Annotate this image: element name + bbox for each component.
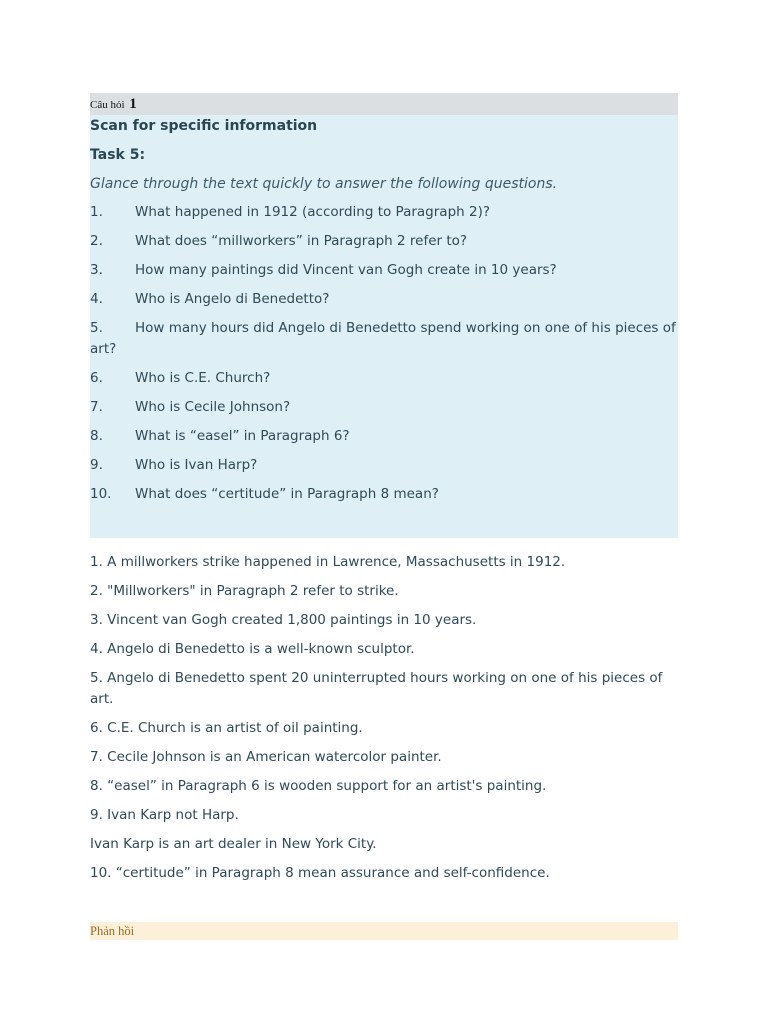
question-item-number: 10. <box>90 486 112 502</box>
answer-line: 6. C.E. Church is an artist of oil painting. <box>90 720 363 736</box>
question-item <box>90 260 678 281</box>
question-number: 1 <box>129 96 137 112</box>
question-item-text: What happened in 1912 (according to Paragraph 2)? <box>135 204 491 220</box>
answer-line: 1. A millworkers strike happened in Lawrence, Massachusetts in 1912. <box>90 554 566 570</box>
question-item <box>90 202 678 223</box>
question-item-text: Who is Ivan Harp? <box>135 457 258 473</box>
question-item-number: 3. <box>90 262 103 278</box>
question-item-number: 7. <box>90 399 103 415</box>
answer-line: 7. Cecile Johnson is an American watercolor painter. <box>90 749 442 765</box>
question-item-text: How many hours did Angelo di Benedetto spend working on one of his pieces of art? <box>90 320 676 357</box>
answer-line: 4. Angelo di Benedetto is a well-known sculptor. <box>90 641 415 657</box>
question-item-text: Who is C.E. Church? <box>135 370 271 386</box>
question-item-number: 9. <box>90 457 103 473</box>
question-text-box <box>90 115 678 538</box>
question-list <box>90 202 678 505</box>
question-item-text: What does “certitude” in Paragraph 8 mean? <box>135 486 439 502</box>
answer-line: 8. “easel” in Paragraph 6 is wooden support for an artist's painting. <box>90 778 547 794</box>
question-item-text: Who is Cecile Johnson? <box>135 399 291 415</box>
question-header <box>90 93 678 115</box>
question-item <box>90 368 678 389</box>
question-item-number: 6. <box>90 370 103 386</box>
question-item-text: What does “millworkers” in Paragraph 2 refer to? <box>135 233 468 249</box>
question-label: Câu hỏi <box>90 99 125 111</box>
question-item-text: Who is Angelo di Benedetto? <box>135 291 330 307</box>
question-item-number: 2. <box>90 233 103 249</box>
feedback-header <box>90 922 678 940</box>
question-item-text: What is “easel” in Paragraph 6? <box>135 428 350 444</box>
answer-list <box>90 552 678 884</box>
question-item <box>90 289 678 310</box>
answer-line: 3. Vincent van Gogh created 1,800 paintings in 10 years. <box>90 612 477 628</box>
instruction-text: Glance through the text quickly to answer the following questions. <box>90 176 558 192</box>
answer-line: 5. Angelo di Benedetto spent 20 uninterrupted hours working on one of his pieces of art. <box>90 670 663 707</box>
question-item <box>90 484 678 505</box>
answer-line: 9. Ivan Karp not Harp. <box>90 807 239 823</box>
question-container <box>90 93 678 884</box>
question-item <box>90 426 678 447</box>
feedback-label: Phản hồi <box>90 924 135 938</box>
task-heading: Task 5: <box>90 147 146 163</box>
question-item <box>90 455 678 476</box>
question-item-number: 8. <box>90 428 103 444</box>
question-item <box>90 318 678 360</box>
answer-line: Ivan Karp is an art dealer in New York City. <box>90 836 377 852</box>
answer-line: 2. "Millworkers" in Paragraph 2 refer to strike. <box>90 583 399 599</box>
question-item-number: 4. <box>90 291 103 307</box>
question-item-number: 5. <box>90 320 103 336</box>
question-item-number: 1. <box>90 204 103 220</box>
answer-line: 10. “certitude” in Paragraph 8 mean assurance and self-confidence. <box>90 865 550 881</box>
question-title: Scan for specific information <box>90 118 318 134</box>
question-item-text: How many paintings did Vincent van Gogh create in 10 years? <box>135 262 557 278</box>
question-item <box>90 231 678 252</box>
question-item <box>90 397 678 418</box>
